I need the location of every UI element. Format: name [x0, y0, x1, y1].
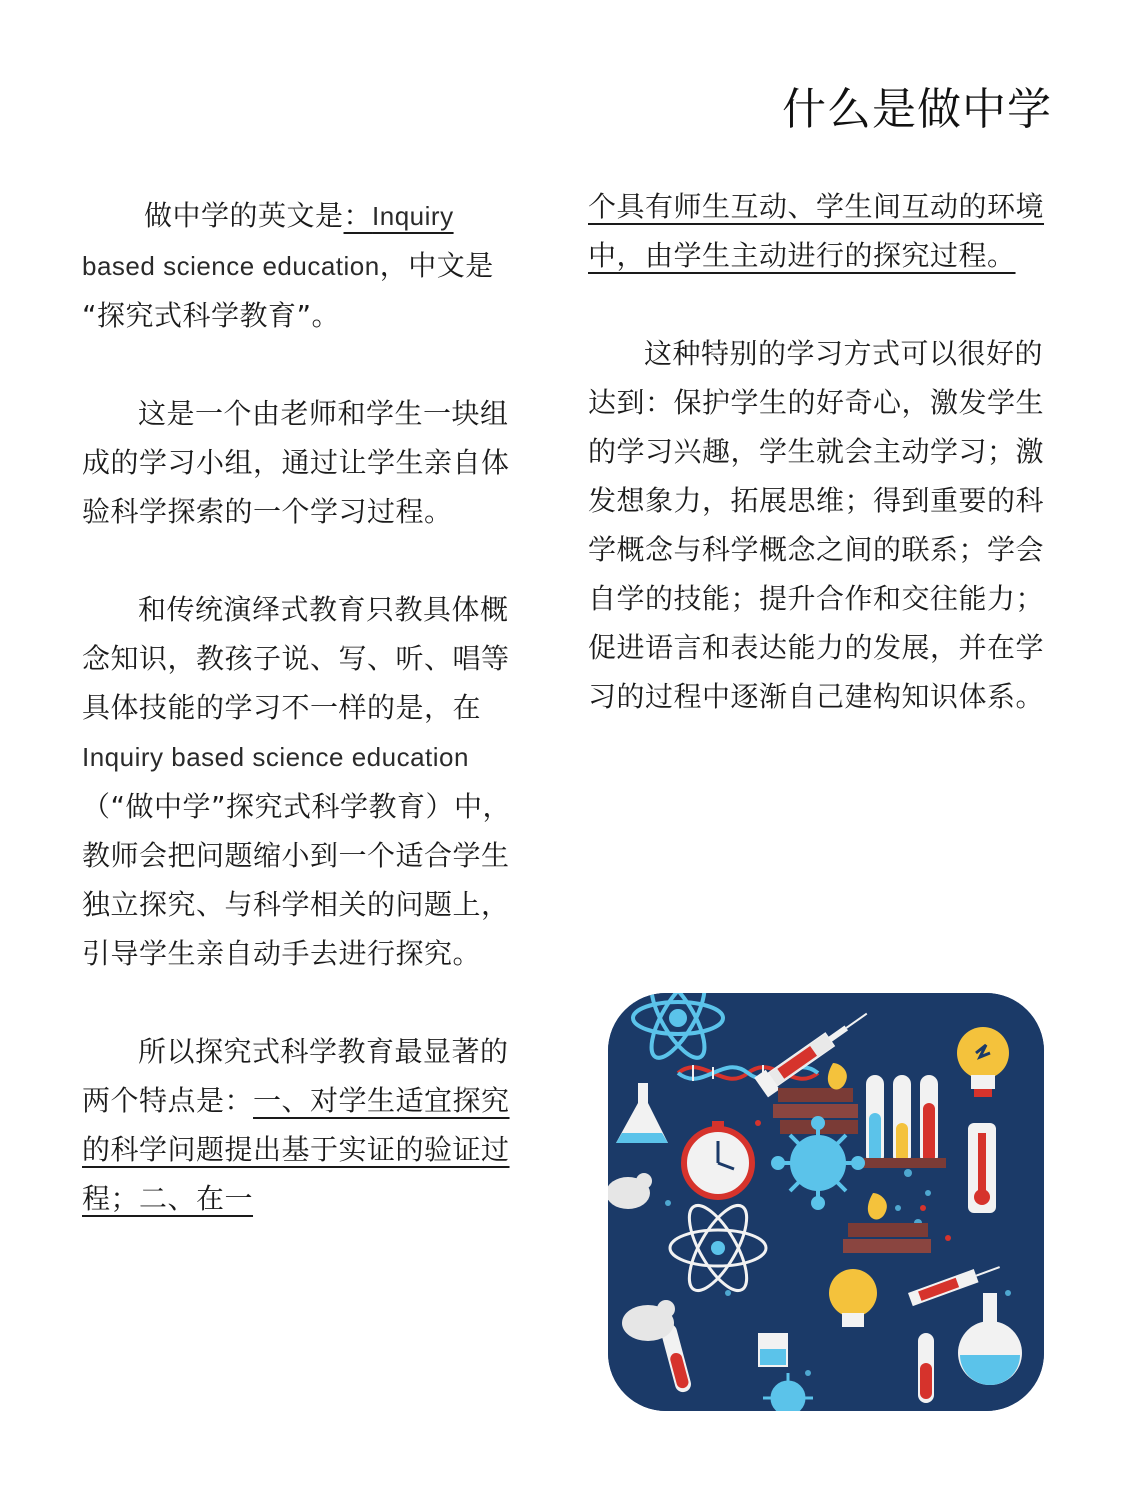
continuation-paragraph [588, 182, 1058, 280]
benefits-text: 这种特别的学习方式可以很好的达到：保护学生的好奇心，激发学生的学习兴趣，学生就会主动学习；激发想象力，拓展思维；得到重要的科学概念与科学概念之间的联系；学会自学的技能；提升合作和交往能力；促进语言和表达能力的发展，并在学习的过程中逐渐自己建构知识体系。 [588, 337, 1045, 713]
english-term-inline: Inquiry based science education [82, 742, 469, 772]
benefits-paragraph [588, 329, 1058, 721]
continuation-underlined: 个具有师生互动、学生间互动的环境中，由学生主动进行的探究过程。 [588, 190, 1045, 272]
intro-text-1: 做中学的英文是 [144, 199, 344, 232]
chinese-term: “探究式科学教育”。 [82, 299, 341, 332]
left-column [82, 191, 522, 1223]
definition-paragraph [82, 389, 522, 536]
thermometer-icon [968, 1123, 996, 1213]
right-column [588, 182, 1058, 721]
features-paragraph [82, 1027, 522, 1223]
science-illustration [608, 993, 1044, 1411]
english-term-part-1: Inquiry [372, 201, 454, 231]
page-title: 什么是做中学 [782, 84, 1052, 135]
test-tube-icon [858, 1075, 946, 1168]
comparison-paragraph [82, 585, 522, 978]
comparison-text-1: 和传统演绎式教育只教具体概念知识，教孩子说、写、听、唱等具体技能的学习不一样的是，在 [82, 593, 510, 724]
features-underlined: 一、对学生适宜探究的科学问题提出基于实证的验证过程；二、在一 [82, 1084, 510, 1215]
english-term-part-2: based science education [82, 251, 380, 281]
comparison-text-2: （“做中学”探究式科学教育）中，教师会把问题缩小到一个适合学生独立探究、与科学相关的问题上，引导学生亲自动手去进行探究。 [82, 790, 512, 970]
definition-text: 这是一个由老师和学生一块组成的学习小组，通过让学生亲自体验科学探索的一个学习过程。 [82, 397, 510, 528]
intro-text-2: ，中文是 [379, 249, 494, 282]
features-lead: 所以探究式科学教育最显著的两个特点是： [82, 1035, 509, 1117]
intro-colon: ：Inquiry [343, 199, 454, 232]
flask-icon [758, 1333, 788, 1367]
intro-paragraph [82, 191, 522, 340]
